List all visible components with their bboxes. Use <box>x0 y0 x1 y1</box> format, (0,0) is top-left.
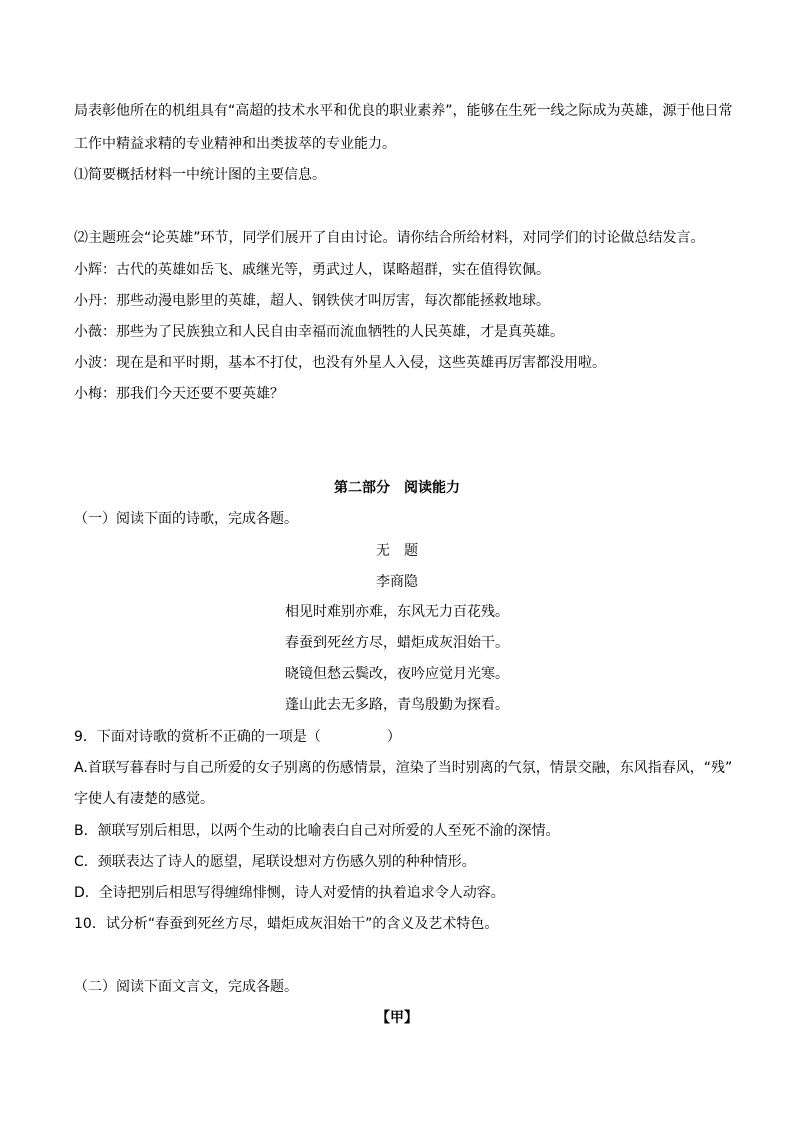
option-a-line-1: A.首联写暮春时与自己所爱的女子别离的伤感情景，渲染了当时别离的气氛，情景交融，东风指春风，“残” <box>74 760 733 776</box>
material-text-line-1: 局表彰他所在的机组具有“高超的技术水平和优良的职业素养”，能够在生死一线之际成为英雄，源于他日常 <box>74 103 733 119</box>
part-2-heading: 第二部分 阅读能力 <box>334 480 460 496</box>
option-a-line-2: 字使人有凄楚的感觉。 <box>74 791 214 807</box>
poem-line-4: 蓬山此去无多路，青鸟殷勤为探看。 <box>285 697 509 713</box>
section-1-intro: （一）阅读下面的诗歌，完成各题。 <box>74 511 298 527</box>
question-9-stem-close: ） <box>386 729 401 745</box>
text-jia-heading: 【甲】 <box>376 1010 418 1026</box>
poem-line-1: 相见时难别亦难，东风无力百花残。 <box>285 604 509 620</box>
material-text-line-2: 工作中精益求精的专业精神和出类拔萃的专业能力。 <box>74 136 396 152</box>
poem-author: 李商隐 <box>376 574 418 590</box>
dialogue-xiaohui: 小辉：古代的英雄如岳飞、戚继光等，勇武过人，谋略超群，实在值得钦佩。 <box>74 262 550 278</box>
poem-line-3: 晓镜但愁云鬓改，夜吟应觉月光寒。 <box>285 666 509 682</box>
poem-line-2: 春蚕到死丝方尽，蜡炬成灰泪始干。 <box>285 635 509 651</box>
dialogue-xiaobo: 小波：现在是和平时期，基本不打仗，也没有外星人入侵，这些英雄再厉害都没用啦。 <box>74 355 606 371</box>
dialogue-xiaodan: 小丹：那些动漫电影里的英雄，超人、钢铁侠才叫厉害，每次都能拯救地球。 <box>74 293 550 309</box>
question-10: 10．试分析“春蚕到死丝方尽，蜡炬成灰泪始干”的含义及艺术特色。 <box>74 916 499 932</box>
section-2-intro: （二）阅读下面文言文，完成各题。 <box>74 979 298 995</box>
option-c: C．颈联表达了诗人的愿望，尾联设想对方伤感久别的种种情形。 <box>74 854 476 870</box>
question-1: ⑴简要概括材料一中统计图的主要信息。 <box>74 167 326 183</box>
poem-title: 无 题 <box>376 543 418 559</box>
dialogue-xiaowei: 小薇：那些为了民族独立和人民自由幸福而流血牺牲的人民英雄，才是真英雄。 <box>74 324 564 340</box>
question-2-prompt: ⑵主题班会“论英雄”环节，同学们展开了自由讨论。请你结合所给材料，对同学们的讨论做总结发言。 <box>74 230 705 246</box>
option-b: B．颔联写别后相思，以两个生动的比喻表白自己对所爱的人至死不渝的深情。 <box>74 823 560 839</box>
dialogue-xiaomei: 小梅：那我们今天还要不要英雄？ <box>74 386 284 402</box>
answer-blank <box>321 740 387 741</box>
question-9-stem <box>74 727 401 747</box>
option-d: D．全诗把别后相思写得缠绵悱恻，诗人对爱情的执着追求令人动容。 <box>74 885 505 901</box>
question-9-stem-text: 9．下面对诗歌的赏析不正确的一项是（ <box>74 729 321 745</box>
